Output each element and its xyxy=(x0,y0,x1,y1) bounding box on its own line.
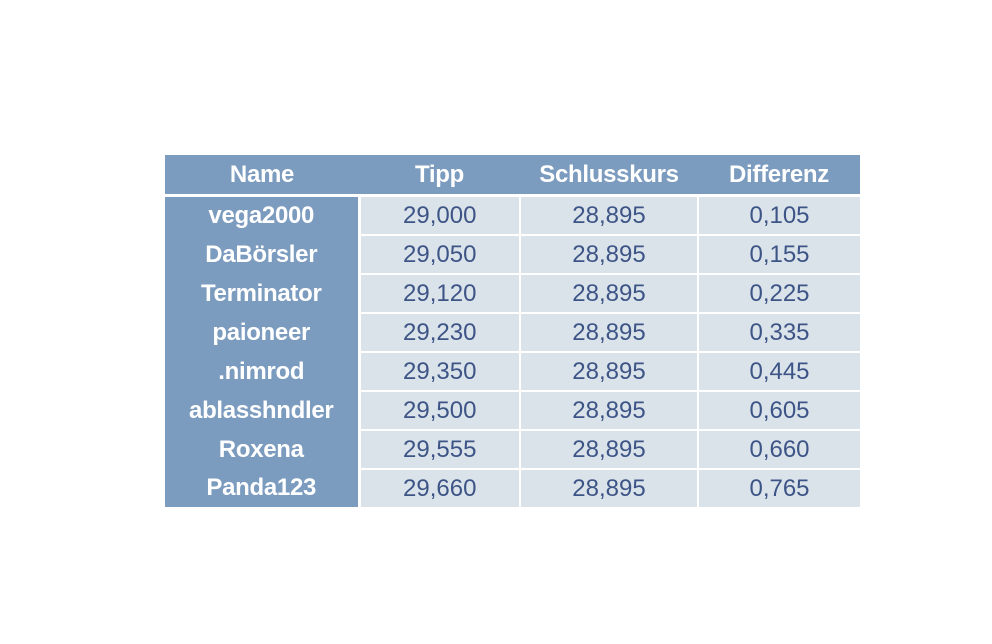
schlusskurs-cell: 28,895 xyxy=(520,196,698,236)
tipp-cell: 29,500 xyxy=(359,391,520,430)
differenz-cell: 0,335 xyxy=(698,313,860,352)
results-table xyxy=(165,155,860,507)
table-header xyxy=(165,155,860,196)
name-cell: DaBörsler xyxy=(165,235,359,274)
header-schlusskurs: Schlusskurs xyxy=(520,155,698,196)
schlusskurs-cell: 28,895 xyxy=(520,235,698,274)
header-tipp: Tipp xyxy=(359,155,520,196)
differenz-cell: 0,660 xyxy=(698,430,860,469)
name-cell: .nimrod xyxy=(165,352,359,391)
tipp-cell: 29,000 xyxy=(359,196,520,236)
tipp-cell: 29,230 xyxy=(359,313,520,352)
tipp-cell: 29,555 xyxy=(359,430,520,469)
schlusskurs-cell: 28,895 xyxy=(520,469,698,507)
table-row xyxy=(165,196,860,236)
name-cell: Panda123 xyxy=(165,469,359,507)
schlusskurs-cell: 28,895 xyxy=(520,274,698,313)
tipp-cell: 29,120 xyxy=(359,274,520,313)
table-row xyxy=(165,430,860,469)
tipp-cell: 29,350 xyxy=(359,352,520,391)
table-row xyxy=(165,391,860,430)
header-name: Name xyxy=(165,155,359,196)
differenz-cell: 0,105 xyxy=(698,196,860,236)
table-row xyxy=(165,469,860,507)
schlusskurs-cell: 28,895 xyxy=(520,391,698,430)
differenz-cell: 0,765 xyxy=(698,469,860,507)
table-row xyxy=(165,313,860,352)
schlusskurs-cell: 28,895 xyxy=(520,352,698,391)
schlusskurs-cell: 28,895 xyxy=(520,430,698,469)
header-differenz: Differenz xyxy=(698,155,860,196)
name-cell: vega2000 xyxy=(165,196,359,236)
table-body xyxy=(165,196,860,508)
table-row xyxy=(165,274,860,313)
table-row xyxy=(165,352,860,391)
results-table-container xyxy=(165,155,860,507)
tipp-cell: 29,660 xyxy=(359,469,520,507)
name-cell: Terminator xyxy=(165,274,359,313)
differenz-cell: 0,225 xyxy=(698,274,860,313)
differenz-cell: 0,155 xyxy=(698,235,860,274)
differenz-cell: 0,445 xyxy=(698,352,860,391)
header-row xyxy=(165,155,860,196)
table-row xyxy=(165,235,860,274)
name-cell: ablasshndler xyxy=(165,391,359,430)
tipp-cell: 29,050 xyxy=(359,235,520,274)
differenz-cell: 0,605 xyxy=(698,391,860,430)
name-cell: Roxena xyxy=(165,430,359,469)
name-cell: paioneer xyxy=(165,313,359,352)
schlusskurs-cell: 28,895 xyxy=(520,313,698,352)
